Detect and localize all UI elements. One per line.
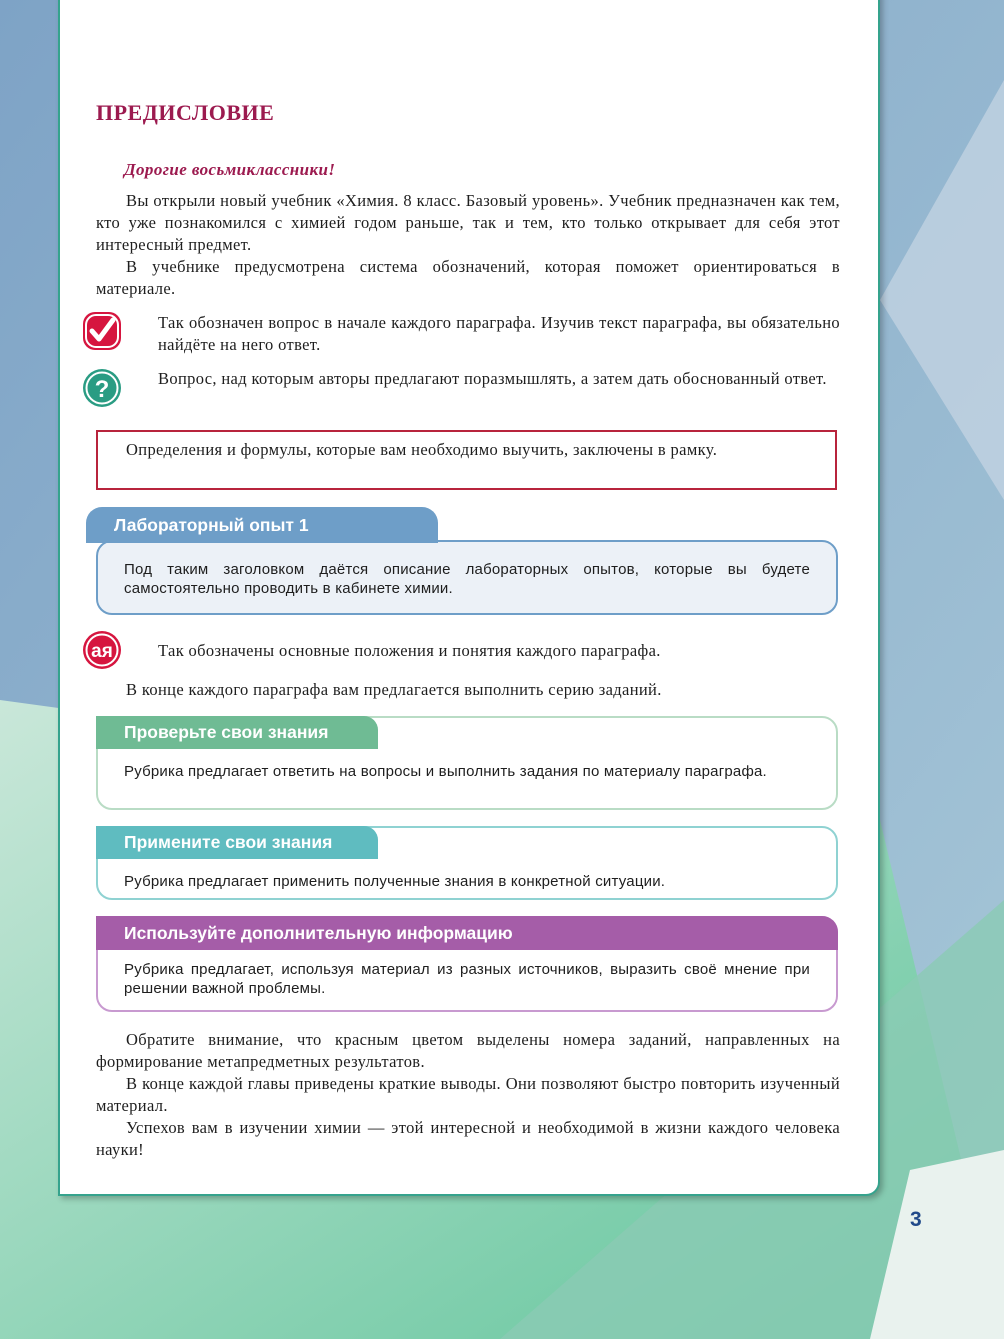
lab-title: Лабораторный опыт 1 — [86, 507, 438, 543]
intro-paragraph-1: Вы открыли новый учебник «Химия. 8 класс. Базовый уровень». Учебник предназначен как тем, кто уже познакомился с химией годом раньше, так и тем, кто только открывает для себя этот интересный предмет. — [96, 191, 840, 254]
rubric-apply-title: Примените свои знания — [96, 826, 378, 859]
rubric-check-text: Рубрика предлагает ответить на вопросы и выполнить задания по материалу параграфа. — [124, 763, 767, 780]
question-mark: ? — [94, 376, 110, 403]
rubric-info-title: Используйте дополнительную информацию — [96, 916, 838, 950]
key-concepts-icon — [82, 630, 122, 670]
rubric-info-text: Рубрика предлагает, используя материал из разных источников, выразить своё мнение при решении важной проблемы. — [124, 961, 810, 997]
greeting: Дорогие восьмиклассники! — [124, 160, 336, 179]
intro-paragraph-2: В учебнике предусмотрена система обозначений, которая поможет ориентироваться в материале. — [96, 257, 840, 298]
closing-paragraph-3: Успехов вам в изучении химии — этой интересной и необходимой в жизни каждого человека науки! — [96, 1118, 840, 1159]
rubric-apply-text: Рубрика предлагает применить полученные знания в конкретной ситуации. — [124, 873, 666, 890]
rubric-check-title: Проверьте свои знания — [96, 716, 378, 749]
legend-check-text: Так обозначен вопрос в начале каждого параграфа. Изучив текст параграфа, вы обязательно найдёте на него ответ. — [158, 313, 840, 354]
key-concepts-letters: ая — [91, 641, 113, 662]
closing-paragraph-2: В конце каждой главы приведены краткие выводы. Они позволяют быстро повторить изученный материал. — [96, 1074, 840, 1115]
closing-paragraph-1: Обратите внимание, что красным цветом выделены номера заданий, направленных на формирование метапредметных результатов. — [96, 1030, 840, 1071]
legend-az-text: Так обозначены основные положения и понятия каждого параграфа. — [158, 641, 661, 660]
tasks-intro: В конце каждого параграфа вам предлагается выполнить серию заданий. — [126, 680, 662, 699]
page-number: 3 — [910, 1208, 922, 1231]
definition-frame — [96, 430, 837, 490]
checkmark-icon — [82, 311, 122, 351]
legend-question-text: Вопрос, над которым авторы предлагают поразмышлять, а затем дать обоснованный ответ. — [158, 369, 827, 388]
page-title: ПРЕДИСЛОВИЕ — [96, 100, 275, 125]
lab-text: Под таким заголовком даётся описание лабораторных опытов, которые вы будете самостоятельно проводить в кабинете химии. — [124, 561, 810, 597]
lab-box — [96, 540, 838, 615]
definition-frame-text: Определения и формулы, которые вам необходимо выучить, заключены в рамку. — [126, 440, 718, 459]
question-icon — [82, 368, 122, 408]
